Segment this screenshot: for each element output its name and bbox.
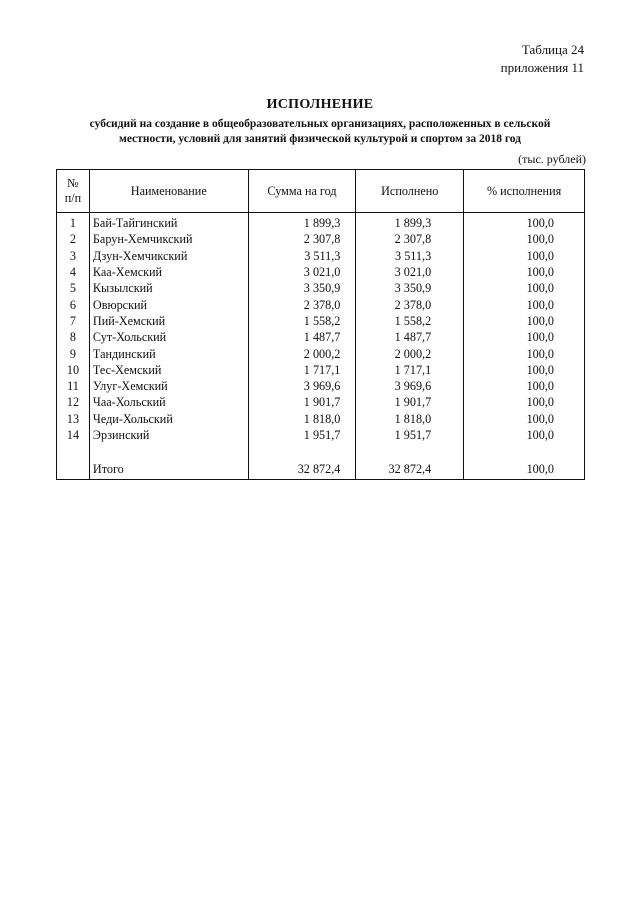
row-name-cell: Улуг-Хемский — [89, 378, 248, 394]
row-number-cell: 12 — [57, 394, 90, 410]
table-header-row — [57, 170, 585, 213]
total-number-cell — [57, 459, 90, 480]
row-percent-cell: 100,0 — [464, 345, 585, 361]
row-executed-cell: 1 487,7 — [356, 329, 464, 345]
row-name-cell: Пий-Хемский — [89, 313, 248, 329]
row-annual-sum-cell: 3 969,6 — [248, 378, 356, 394]
row-executed-cell: 3 350,9 — [356, 280, 464, 296]
row-number-cell: 8 — [57, 329, 90, 345]
total-label-cell: Итого — [89, 459, 248, 480]
row-executed-cell: 1 901,7 — [356, 394, 464, 410]
row-percent-cell: 100,0 — [464, 411, 585, 427]
spacer-cell — [464, 443, 585, 459]
document-title: ИСПОЛНЕНИЕ — [266, 97, 374, 112]
row-annual-sum-cell: 2 378,0 — [248, 296, 356, 312]
row-name-cell: Эрзинский — [89, 427, 248, 443]
row-percent-cell: 100,0 — [464, 213, 585, 232]
table-row — [57, 264, 585, 280]
table-total-row — [57, 459, 585, 480]
total-percent-cell: 100,0 — [464, 459, 585, 480]
row-number-cell: 2 — [57, 231, 90, 247]
table-row — [57, 248, 585, 264]
table-body — [57, 213, 585, 480]
row-annual-sum-cell: 2 000,2 — [248, 345, 356, 361]
row-annual-sum-cell: 1 901,7 — [248, 394, 356, 410]
column-header-number: № п/п — [57, 170, 90, 213]
table-row — [57, 296, 585, 312]
row-executed-cell: 2 378,0 — [356, 296, 464, 312]
column-header-name: Наименование — [89, 170, 248, 213]
row-number-cell: 5 — [57, 280, 90, 296]
row-name-cell: Овюрский — [89, 296, 248, 312]
table-row — [57, 345, 585, 361]
row-percent-cell: 100,0 — [464, 264, 585, 280]
row-percent-cell: 100,0 — [464, 378, 585, 394]
row-executed-cell: 1 818,0 — [356, 411, 464, 427]
row-name-cell: Барун-Хемчикский — [89, 231, 248, 247]
row-name-cell: Сут-Хольский — [89, 329, 248, 345]
row-annual-sum-cell: 1 487,7 — [248, 329, 356, 345]
row-percent-cell: 100,0 — [464, 313, 585, 329]
row-annual-sum-cell: 2 307,8 — [248, 231, 356, 247]
row-percent-cell: 100,0 — [464, 248, 585, 264]
row-executed-cell: 1 717,1 — [356, 362, 464, 378]
row-number-cell: 13 — [57, 411, 90, 427]
total-executed-cell: 32 872,4 — [356, 459, 464, 480]
row-name-cell: Тандинский — [89, 345, 248, 361]
row-annual-sum-cell: 1 818,0 — [248, 411, 356, 427]
row-number-cell: 7 — [57, 313, 90, 329]
row-name-cell: Бай-Тайгинский — [89, 213, 248, 232]
row-number-cell: 3 — [57, 248, 90, 264]
units-note: (тыс. рублей) — [518, 152, 586, 166]
table-row — [57, 378, 585, 394]
annex-reference: приложения 11 — [500, 60, 584, 75]
row-number-cell: 9 — [57, 345, 90, 361]
table-row — [57, 394, 585, 410]
table-row — [57, 427, 585, 443]
table-spacer-row — [57, 443, 585, 459]
document-subtitle-line-1: субсидий на создание в общеобразовательных организациях, расположенных в сельской — [89, 118, 551, 130]
column-header-percent: % исполнения — [464, 170, 585, 213]
row-number-cell: 14 — [57, 427, 90, 443]
row-annual-sum-cell: 3 021,0 — [248, 264, 356, 280]
table-row — [57, 280, 585, 296]
spacer-cell — [89, 443, 248, 459]
spacer-cell — [57, 443, 90, 459]
row-percent-cell: 100,0 — [464, 329, 585, 345]
execution-table — [56, 169, 585, 480]
total-annual-sum-cell: 32 872,4 — [248, 459, 356, 480]
row-name-cell: Чеди-Хольский — [89, 411, 248, 427]
row-name-cell: Чаа-Хольский — [89, 394, 248, 410]
column-header-executed: Исполнено — [356, 170, 464, 213]
row-executed-cell: 1 558,2 — [356, 313, 464, 329]
row-number-cell: 10 — [57, 362, 90, 378]
row-executed-cell: 3 969,6 — [356, 378, 464, 394]
row-number-cell: 6 — [57, 296, 90, 312]
row-name-cell: Кызылский — [89, 280, 248, 296]
row-annual-sum-cell: 1 899,3 — [248, 213, 356, 232]
row-percent-cell: 100,0 — [464, 362, 585, 378]
row-number-cell: 4 — [57, 264, 90, 280]
row-name-cell: Тес-Хемский — [89, 362, 248, 378]
row-annual-sum-cell: 3 511,3 — [248, 248, 356, 264]
row-executed-cell: 3 511,3 — [356, 248, 464, 264]
row-percent-cell: 100,0 — [464, 394, 585, 410]
row-executed-cell: 1 899,3 — [356, 213, 464, 232]
row-percent-cell: 100,0 — [464, 231, 585, 247]
table-row — [57, 329, 585, 345]
spacer-cell — [248, 443, 356, 459]
column-header-annual-sum: Сумма на год — [248, 170, 356, 213]
table-number: Таблица 24 — [521, 42, 584, 57]
table-row — [57, 313, 585, 329]
row-number-cell: 1 — [57, 213, 90, 232]
row-executed-cell: 2 000,2 — [356, 345, 464, 361]
row-name-cell: Дзун-Хемчикский — [89, 248, 248, 264]
row-name-cell: Каа-Хемский — [89, 264, 248, 280]
row-annual-sum-cell: 1 558,2 — [248, 313, 356, 329]
row-executed-cell: 1 951,7 — [356, 427, 464, 443]
document-subtitle-line-2: местности, условий для занятий физической культурой и спортом за 2018 год — [118, 133, 521, 145]
row-executed-cell: 2 307,8 — [356, 231, 464, 247]
spacer-cell — [356, 443, 464, 459]
row-percent-cell: 100,0 — [464, 427, 585, 443]
table-row — [57, 411, 585, 427]
row-annual-sum-cell: 3 350,9 — [248, 280, 356, 296]
row-executed-cell: 3 021,0 — [356, 264, 464, 280]
row-percent-cell: 100,0 — [464, 280, 585, 296]
table-row — [57, 231, 585, 247]
table-row — [57, 362, 585, 378]
row-annual-sum-cell: 1 717,1 — [248, 362, 356, 378]
row-annual-sum-cell: 1 951,7 — [248, 427, 356, 443]
row-number-cell: 11 — [57, 378, 90, 394]
row-percent-cell: 100,0 — [464, 296, 585, 312]
table-row — [57, 213, 585, 232]
